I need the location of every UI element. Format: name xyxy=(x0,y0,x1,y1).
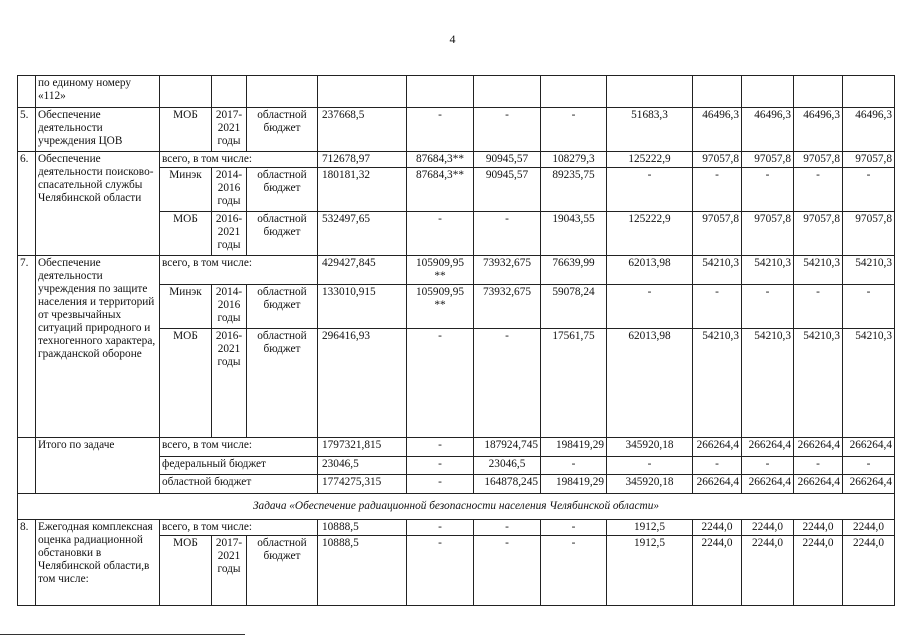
value-cell: 97057,8 xyxy=(742,152,794,168)
value-cell: 2244,0 xyxy=(742,520,794,536)
table-row xyxy=(18,256,895,285)
value-cell: 198419,29 xyxy=(541,438,607,457)
funding-source: областной бюджет xyxy=(247,329,318,438)
years: 2016-2021 годы xyxy=(212,212,247,256)
value-cell: 164878,245 xyxy=(474,475,541,494)
years: 2014-2016 годы xyxy=(212,285,247,329)
value-cell: 46496,3 xyxy=(693,108,742,152)
value-cell: - xyxy=(607,285,693,329)
years: 2014-2016 годы xyxy=(212,168,247,212)
value-total: 296416,93 xyxy=(318,329,407,438)
value-cell: 59078,24 xyxy=(541,285,607,329)
value-cell: - xyxy=(541,108,607,152)
value-cell: 97057,8 xyxy=(794,212,843,256)
total-label: всего, в том числе: xyxy=(160,256,318,285)
value-cell: 105909,95 ** xyxy=(407,256,474,285)
value-cell: 1912,5 xyxy=(607,520,693,536)
value-cell: 125222,9 xyxy=(607,212,693,256)
funding-source: областной бюджет xyxy=(247,285,318,329)
value-cell: 73932,675 xyxy=(474,256,541,285)
footnote-separator xyxy=(0,634,245,635)
row-number: 7. xyxy=(18,256,36,438)
table-row xyxy=(18,108,895,152)
funding-source: областной бюджет xyxy=(247,536,318,606)
value-cell: 54210,3 xyxy=(693,329,742,438)
value-total: 429427,845 xyxy=(318,256,407,285)
total-name: Итого по задаче xyxy=(36,438,160,494)
value-cell: 187924,745 xyxy=(474,438,541,457)
value-cell: 62013,98 xyxy=(607,329,693,438)
measure-name: по единому номеру «112» xyxy=(36,76,160,108)
value-cell: - xyxy=(407,520,474,536)
value-cell: 90945,57 xyxy=(474,152,541,168)
value-cell: - xyxy=(407,475,474,494)
executor: МОБ xyxy=(160,536,212,606)
executor: Минэк xyxy=(160,168,212,212)
value-cell: - xyxy=(693,285,742,329)
value-cell: 54210,3 xyxy=(794,329,843,438)
value-cell: - xyxy=(407,438,474,457)
value-cell: - xyxy=(607,457,693,475)
total-label: областной бюджет xyxy=(160,475,318,494)
value-cell: 266264,4 xyxy=(693,475,742,494)
value-cell: - xyxy=(541,536,607,606)
value-cell: 1912,5 xyxy=(607,536,693,606)
value-cell: - xyxy=(693,168,742,212)
value-cell: 97057,8 xyxy=(742,212,794,256)
value-total: 712678,97 xyxy=(318,152,407,168)
value-cell: - xyxy=(742,457,794,475)
value-cell: - xyxy=(474,520,541,536)
years: 2016-2021 годы xyxy=(212,329,247,438)
value-cell: 2244,0 xyxy=(843,536,895,606)
value-cell: 2244,0 xyxy=(794,536,843,606)
table-row xyxy=(18,520,895,536)
value-cell: 73932,675 xyxy=(474,285,541,329)
row-number xyxy=(18,76,36,108)
value-cell: - xyxy=(407,212,474,256)
value-cell: - xyxy=(407,536,474,606)
years: 2017-2021 годы xyxy=(212,536,247,606)
value-cell: 105909,95 ** xyxy=(407,285,474,329)
value-cell: 2244,0 xyxy=(693,536,742,606)
value-cell: 198419,29 xyxy=(541,475,607,494)
value-cell: - xyxy=(407,329,474,438)
value-cell: - xyxy=(474,536,541,606)
value-cell: 46496,3 xyxy=(742,108,794,152)
value-total: 532497,65 xyxy=(318,212,407,256)
value-cell: 266264,4 xyxy=(794,438,843,457)
value-cell: 345920,18 xyxy=(607,438,693,457)
value-cell: - xyxy=(474,329,541,438)
years: 2017-2021 годы xyxy=(212,108,247,152)
measure-name: Обеспечение деятельности учреждения по защите населения и территорий от чрезвычайных ситуаций природного и техногенного характера, гражданской обороне xyxy=(36,256,160,438)
row-number: 5. xyxy=(18,108,36,152)
value-total: 10888,5 xyxy=(318,536,407,606)
value-cell: - xyxy=(794,285,843,329)
value-cell: 266264,4 xyxy=(693,438,742,457)
total-label: федеральный бюджет xyxy=(160,457,318,475)
value-cell: 97057,8 xyxy=(693,152,742,168)
value-cell: 54210,3 xyxy=(843,329,895,438)
total-label: всего, в том числе: xyxy=(160,438,318,457)
value-cell: - xyxy=(843,285,895,329)
value-cell: 54210,3 xyxy=(693,256,742,285)
value-cell: 51683,3 xyxy=(607,108,693,152)
executor: МОБ xyxy=(160,108,212,152)
value-cell: - xyxy=(474,212,541,256)
value-cell: 97057,8 xyxy=(794,152,843,168)
table-row xyxy=(18,76,895,108)
value-cell: - xyxy=(541,520,607,536)
value-cell: 23046,5 xyxy=(474,457,541,475)
value-cell: 19043,55 xyxy=(541,212,607,256)
value-cell: - xyxy=(794,168,843,212)
funding-source: областной бюджет xyxy=(247,168,318,212)
value-cell: 266264,4 xyxy=(742,438,794,457)
executor: МОБ xyxy=(160,329,212,438)
value-cell: 62013,98 xyxy=(607,256,693,285)
value-cell: 90945,57 xyxy=(474,168,541,212)
value-cell: 97057,8 xyxy=(843,152,895,168)
measure-name: Обеспечение деятельности учреждения ЦОВ xyxy=(36,108,160,152)
row-number: 6. xyxy=(18,152,36,256)
value-cell: 266264,4 xyxy=(794,475,843,494)
value-cell: 87684,3** xyxy=(407,152,474,168)
value-cell: 345920,18 xyxy=(607,475,693,494)
value-cell: 17561,75 xyxy=(541,329,607,438)
value-cell: 97057,8 xyxy=(843,212,895,256)
executor: Минэк xyxy=(160,285,212,329)
value-cell: 108279,3 xyxy=(541,152,607,168)
value-cell: 125222,9 xyxy=(607,152,693,168)
value-cell: 2244,0 xyxy=(693,520,742,536)
table-row xyxy=(18,494,895,520)
value-cell: - xyxy=(407,457,474,475)
value-total: 180181,32 xyxy=(318,168,407,212)
value-cell: 266264,4 xyxy=(843,475,895,494)
value-cell: 266264,4 xyxy=(742,475,794,494)
value-cell: 89235,75 xyxy=(541,168,607,212)
table-row xyxy=(18,438,895,457)
value-cell: 2244,0 xyxy=(843,520,895,536)
executor: МОБ xyxy=(160,212,212,256)
value-cell: 2244,0 xyxy=(742,536,794,606)
value-total: 10888,5 xyxy=(318,520,407,536)
value-cell: 76639,99 xyxy=(541,256,607,285)
table-row xyxy=(18,152,895,168)
total-label: всего, в том числе: xyxy=(160,152,318,168)
value-cell: - xyxy=(541,457,607,475)
funding-table xyxy=(17,75,895,606)
measure-name: Обеспечение деятельности поисково-спасательной службы Челябинской области xyxy=(36,152,160,256)
value-cell: 54210,3 xyxy=(742,329,794,438)
total-label: всего, в том числе: xyxy=(160,520,318,536)
funding-source: областной бюджет xyxy=(247,108,318,152)
value-cell: - xyxy=(407,108,474,152)
value-total: 1774275,315 xyxy=(318,475,407,494)
value-cell: 54210,3 xyxy=(843,256,895,285)
task-heading: Задача «Обеспечение радиационной безопасности населения Челябинской области» xyxy=(18,494,895,520)
value-cell: 266264,4 xyxy=(843,438,895,457)
value-cell: - xyxy=(474,108,541,152)
value-total: 237668,5 xyxy=(318,108,407,152)
value-cell: 46496,3 xyxy=(794,108,843,152)
value-cell: 54210,3 xyxy=(794,256,843,285)
value-cell: - xyxy=(693,457,742,475)
value-cell: 87684,3** xyxy=(407,168,474,212)
value-total: 23046,5 xyxy=(318,457,407,475)
value-cell: - xyxy=(742,285,794,329)
value-cell: 97057,8 xyxy=(693,212,742,256)
page-number: 4 xyxy=(449,32,456,46)
value-cell: 46496,3 xyxy=(843,108,895,152)
value-cell: - xyxy=(742,168,794,212)
value-cell: - xyxy=(607,168,693,212)
value-cell: 54210,3 xyxy=(742,256,794,285)
value-total: 133010,915 xyxy=(318,285,407,329)
value-cell: - xyxy=(843,168,895,212)
value-cell: - xyxy=(794,457,843,475)
row-number: 8. xyxy=(18,520,36,606)
value-cell: - xyxy=(843,457,895,475)
value-total: 1797321,815 xyxy=(318,438,407,457)
value-cell: 2244,0 xyxy=(794,520,843,536)
measure-name: Ежегодная комплексная оценка радиационной обстановки в Челябинской области,в том числе: xyxy=(36,520,160,606)
funding-source: областной бюджет xyxy=(247,212,318,256)
